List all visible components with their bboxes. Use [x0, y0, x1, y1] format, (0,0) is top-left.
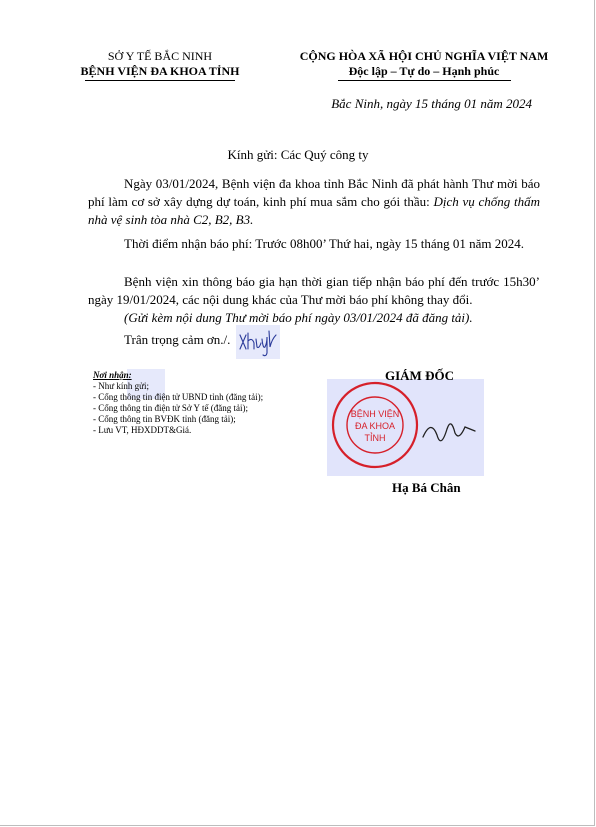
national-title: CỘNG HÒA XÃ HỘI CHỦ NGHĨA VIỆT NAM [299, 49, 549, 63]
paragraph-1 [88, 175, 540, 229]
seal-line-3: TỈNH [364, 433, 386, 443]
seal-signature-area [327, 379, 484, 476]
recipients-title: Nơi nhận: [93, 370, 132, 380]
document-date: Bắc Ninh, ngày 15 tháng 01 năm 2024 [331, 96, 532, 111]
package-name: Dịch vụ chống thấm nhà vệ sinh tòa nhà C2, B2, B3. [88, 194, 540, 227]
recipient-item: - Cổng thông tin điện tử UBND tỉnh (đăng tải); [93, 392, 264, 402]
parent-agency: SỞ Y TẾ BẮC NINH [107, 49, 213, 63]
salutation: Kính gửi: Các Quý công ty [227, 147, 369, 162]
recipient-item: - Như kính gửi; [93, 381, 150, 391]
seal-line-2: ĐA KHOA [354, 421, 396, 431]
signer-name: Hạ Bá Chân [392, 480, 461, 495]
recipient-item: - Lưu VT, HĐXDDT&Giá. [93, 425, 192, 435]
seal-line-1: BỆNH VIỆN [350, 409, 400, 419]
paragraph-4: (Gửi kèm nội dung Thư mời báo phí ngày 03/01/2024 đã đăng tải). [124, 310, 473, 325]
paragraph-2: Thời điểm nhận báo phí: Trước 08h00’ Thứ hai, ngày 15 tháng 01 năm 2024. [124, 236, 524, 251]
issuing-agency: BỆNH VIỆN ĐA KHOA TỈNH [80, 64, 240, 78]
motto-underline [338, 80, 511, 81]
recipient-item: - Cổng thông tin điện tử Sở Y tế (đăng tải); [93, 403, 248, 413]
recipients-list [93, 370, 263, 436]
closing-thanks: Trân trọng cảm ơn./. [124, 332, 231, 347]
recipient-item: - Cổng thông tin BVĐK tỉnh (đăng tải); [93, 414, 236, 424]
initials-signature-icon [236, 325, 280, 364]
national-motto: Độc lập – Tự do – Hạnh phúc [348, 64, 500, 78]
paragraph-1-text: Ngày 03/01/2024, Bệnh viện đa khoa tỉnh Bắc Ninh đã phát hành Thư mời báo phí làm cơ sở xây dựng dự toán, kinh phí mua sắm cho gói thầu: [88, 176, 540, 209]
agency-header [65, 49, 255, 79]
agency-underline [85, 80, 235, 81]
signer-title: GIÁM ĐỐC [385, 368, 454, 383]
paragraph-3: Bệnh viện xin thông báo gia hạn thời gian tiếp nhận báo phí đến trước 15h30’ ngày 19/01/2024, các nội dung khác của Thư mời báo phí không thay đổi. [88, 274, 540, 307]
national-header [278, 49, 570, 79]
